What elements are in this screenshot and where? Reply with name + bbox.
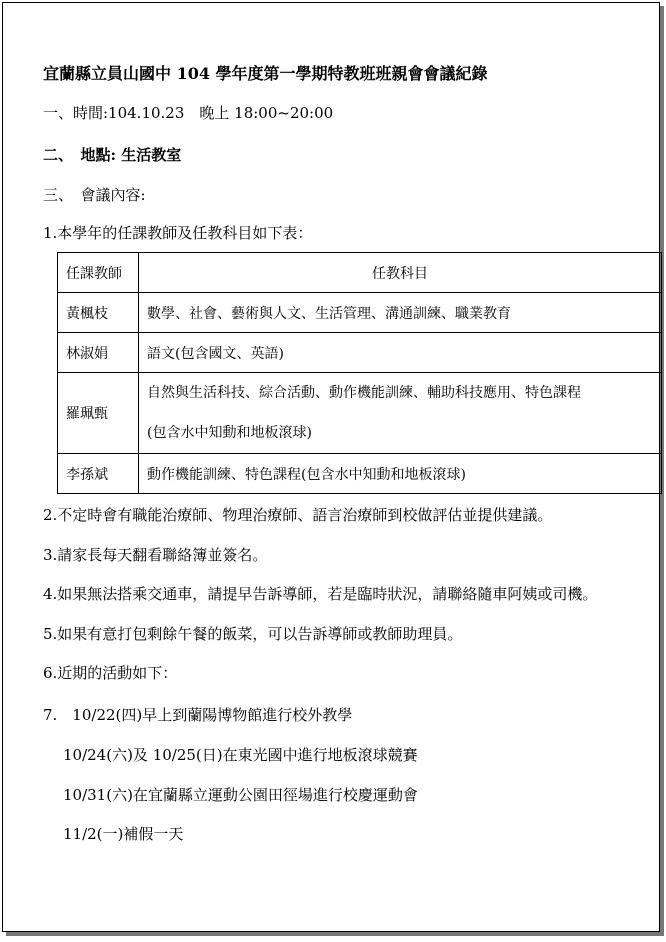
teacher-name: 林淑娟 — [58, 333, 139, 373]
teacher-subject-table — [57, 252, 662, 494]
table-row — [58, 373, 662, 454]
item-4: 4.如果無法搭乘交通車，請提早告訴導師，若是臨時狀況，請聯絡隨車阿姨或司機。 — [43, 585, 598, 603]
item-2: 2.不定時會有職能治療師、物理治療師、語言治療師到校做評估並提供建議。 — [43, 506, 553, 524]
table-row — [58, 454, 662, 494]
meeting-content-heading: 三、 會議內容: — [43, 186, 146, 204]
header-teacher: 任課教師 — [58, 253, 139, 293]
table-header-row — [58, 253, 662, 293]
item-3: 3.請家長每天翻看聯絡簿並簽名。 — [43, 546, 268, 564]
teacher-subjects: 語文(包含國文、英語) — [139, 333, 662, 373]
meeting-location: 二、 地點: 生活教室 — [43, 146, 182, 164]
item-1: 1.本學年的任課教師及任教科目如下表： — [43, 224, 313, 242]
meeting-time: 一、時間:104.10.23 晚上 18:00~20:00 — [43, 104, 334, 122]
item-7-line: 10/24(六)及 10/25(日)在東光國中進行地板滾球競賽 — [63, 746, 418, 764]
subject-line: (包含水中知動和地板滾球) — [147, 425, 312, 441]
teacher-name: 李孫斌 — [58, 454, 139, 494]
teacher-subjects: 動作機能訓練、特色課程(包含水中知動和地板滾球) — [139, 454, 662, 494]
table-row — [58, 333, 662, 373]
item-7-line: 11/2(一)補假一天 — [63, 825, 184, 843]
item-6: 6.近期的活動如下： — [43, 664, 178, 682]
teacher-subjects — [139, 373, 662, 454]
document-title: 宜蘭縣立員山國中 104 學年度第一學期特教班班親會會議紀錄 — [43, 64, 488, 83]
teacher-name: 黃楓枝 — [58, 293, 139, 333]
item-5: 5.如果有意打包剩餘午餐的飯菜，可以告訴導師或教師助理員。 — [43, 625, 463, 643]
teacher-subjects: 數學、社會、藝術與人文、生活管理、溝通訓練、職業教育 — [139, 293, 662, 333]
item-7-line: 7. 10/22(四)早上到蘭陽博物館進行校外教學 — [43, 706, 353, 724]
item-7-line: 10/31(六)在宜蘭縣立運動公園田徑場進行校慶運動會 — [63, 786, 418, 804]
subject-line: 自然與生活科技、綜合活動、動作機能訓練、輔助科技應用、特色課程 — [147, 385, 581, 401]
teacher-name: 羅珮甄 — [58, 373, 139, 454]
document-page — [2, 2, 660, 932]
table-row — [58, 293, 662, 333]
header-subject: 任教科目 — [139, 253, 662, 293]
